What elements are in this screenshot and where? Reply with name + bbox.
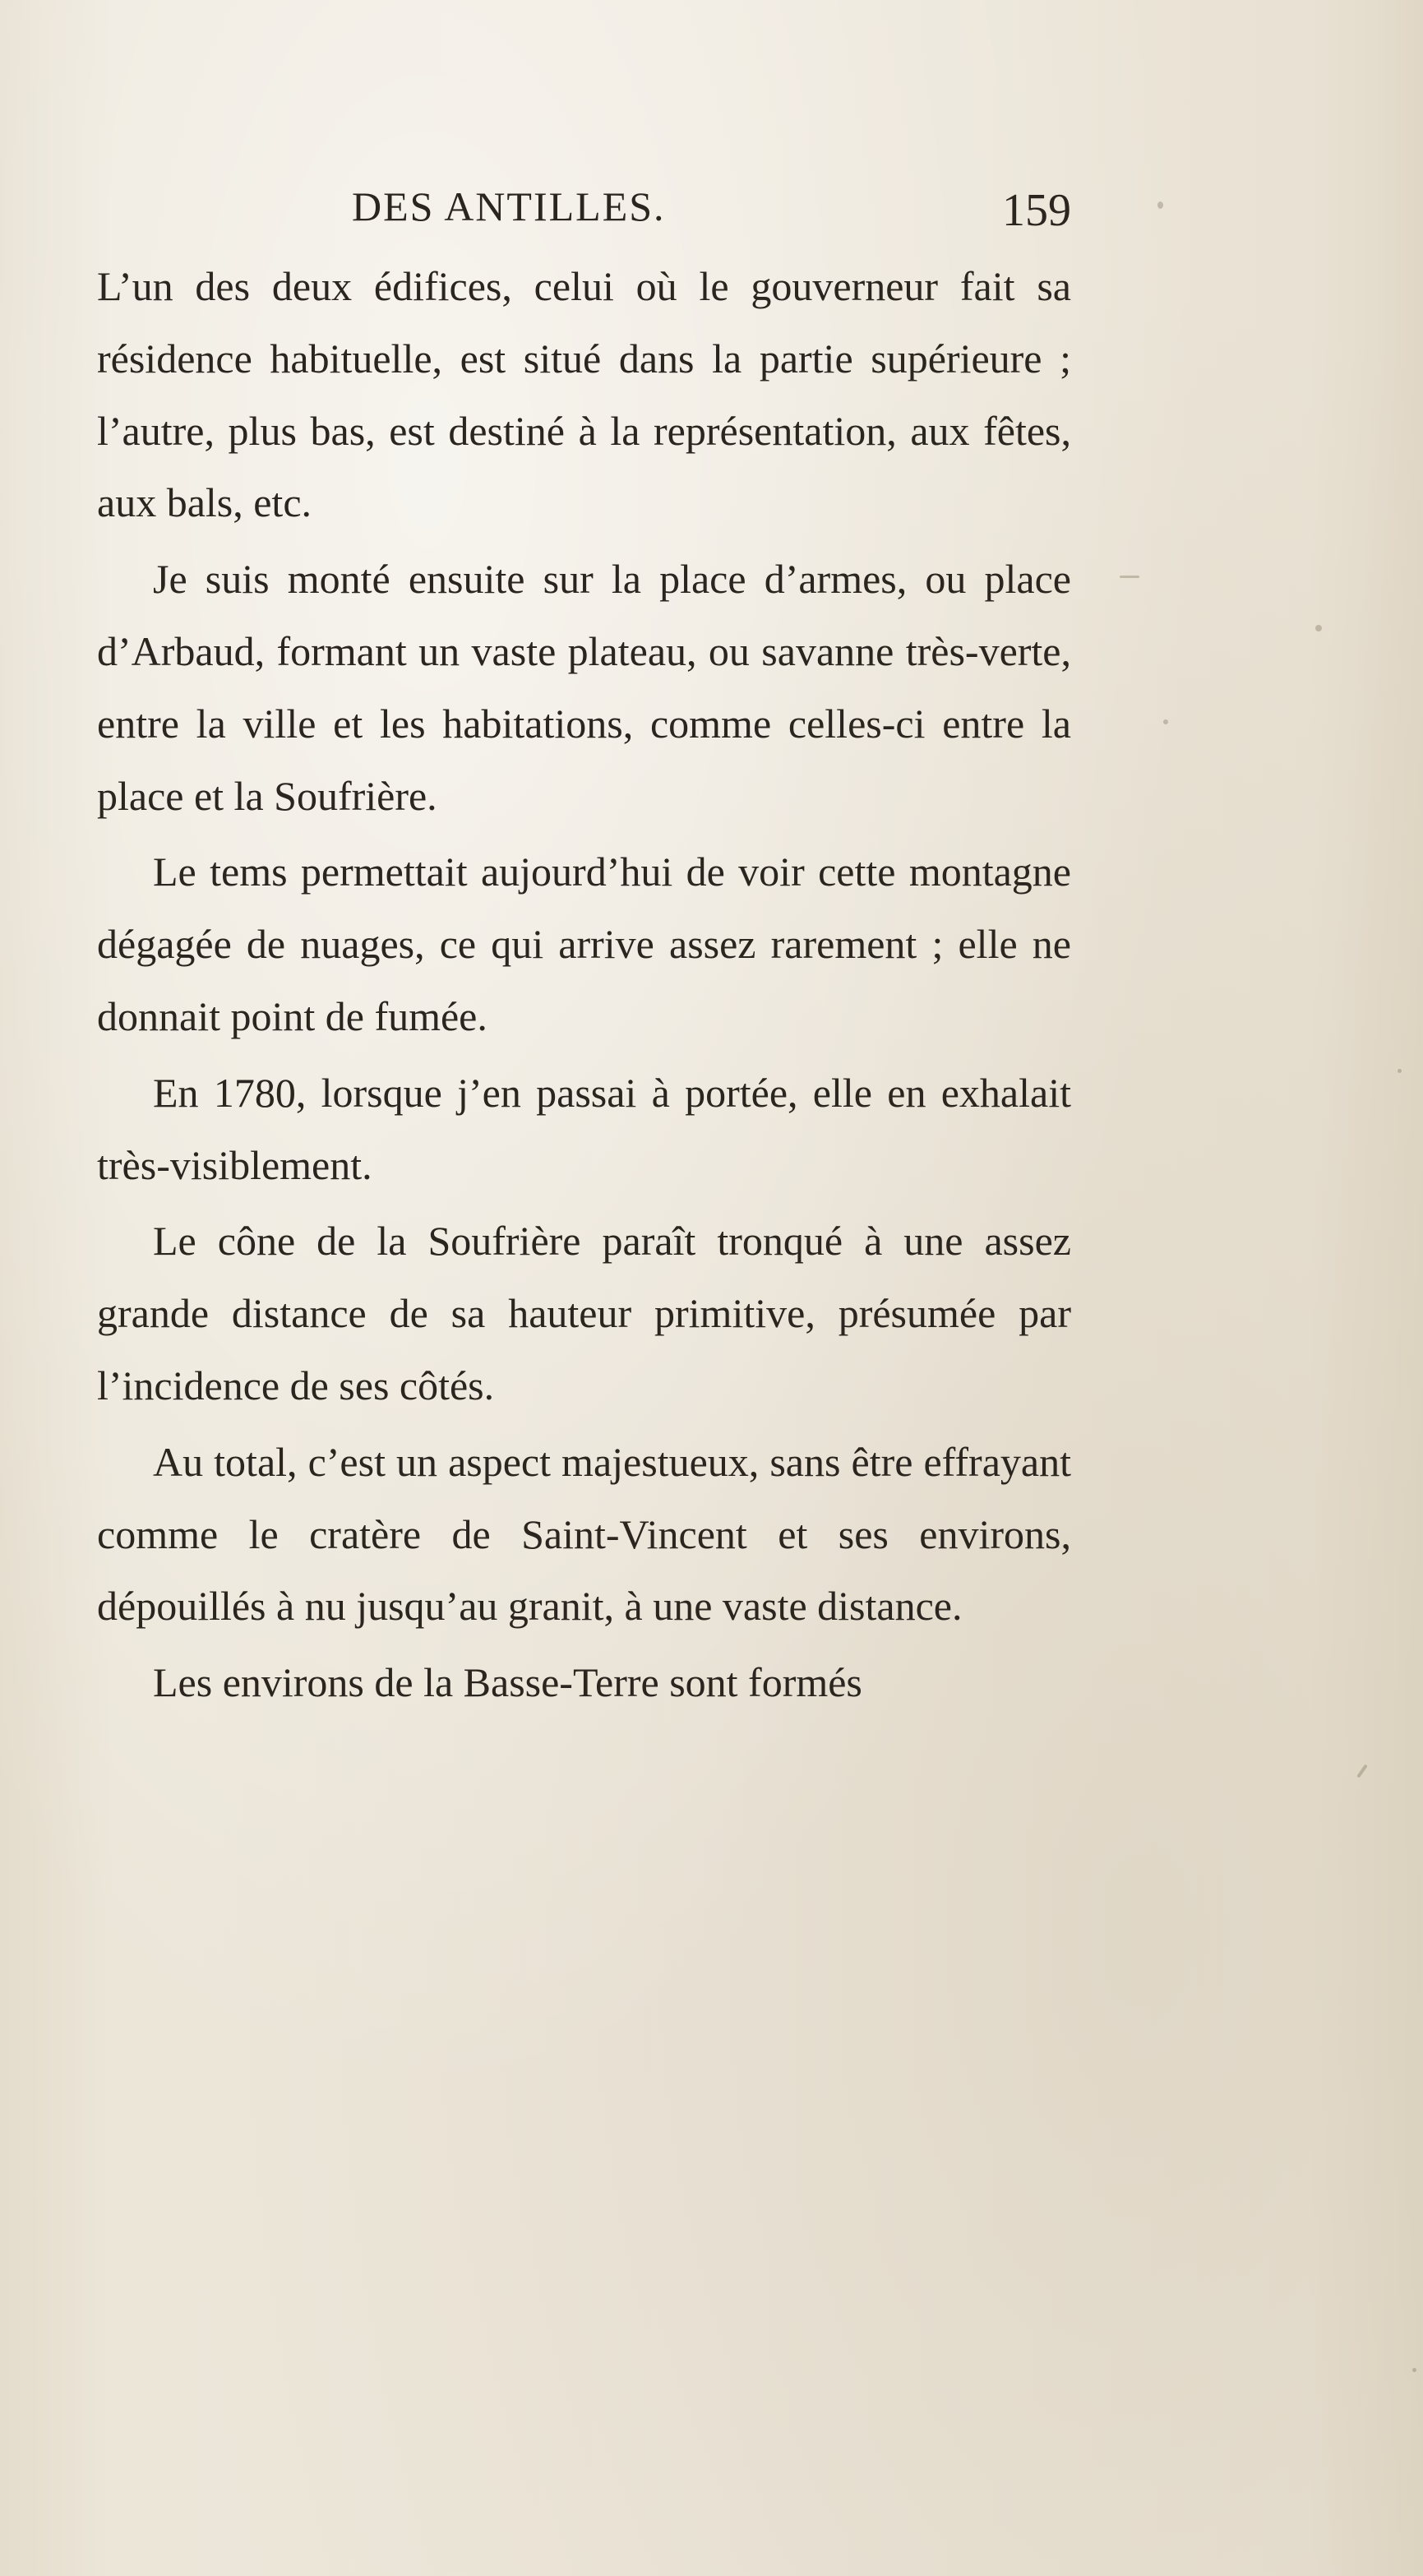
paragraph-1: L’un des deux édifices, celui où le gouverneur fait sa résidence habituelle, est situé dans la partie supérieure ; l’autre, plus bas, est destiné à la représentation, aux fêtes, aux bals, etc. xyxy=(97,263,1071,526)
paper-speck xyxy=(1157,201,1163,209)
paper-speck xyxy=(1120,576,1139,578)
running-title: DES ANTILLES. xyxy=(352,183,666,229)
page-number: 159 xyxy=(1002,185,1071,236)
paper-speck xyxy=(1412,2368,1416,2372)
paragraph-6: Au total, c’est un aspect majestueux, sans être effrayant comme le cratère de Saint-Vincent et ses environs, dépouillés à nu jusqu’au granit, à une vaste distance. xyxy=(97,1438,1071,1630)
paper-speck xyxy=(1163,719,1168,724)
paragraph-7: Les environs de la Basse-Terre sont formés xyxy=(153,1659,862,1706)
paragraph-3: Le tems permettait aujourd’hui de voir cette montagne dégagée de nuages, ce qui arrive assez rarement ; elle ne donnait point de fumée. xyxy=(97,849,1071,1039)
paper-speck xyxy=(1315,625,1322,631)
running-head xyxy=(97,183,1071,240)
paragraph-5: Le cône de la Soufrière paraît tronqué à une assez grande distance de sa hauteur primitive, présumée par l’incidence de ses côtés. xyxy=(97,1218,1071,1408)
paragraph-4: En 1780, lorsque j’en passai à portée, elle en exhalait très-visiblement. xyxy=(97,1069,1071,1188)
paper-speck xyxy=(1356,1764,1368,1778)
body-text xyxy=(97,251,1071,1723)
paper-speck xyxy=(1398,1069,1402,1073)
paragraph-2: Je suis monté ensuite sur la place d’armes, ou place d’Arbaud, formant un vaste plateau, ou savanne très-verte, entre la ville et les habitations, comme celles-ci entre la place et la Soufrière. xyxy=(97,556,1071,819)
